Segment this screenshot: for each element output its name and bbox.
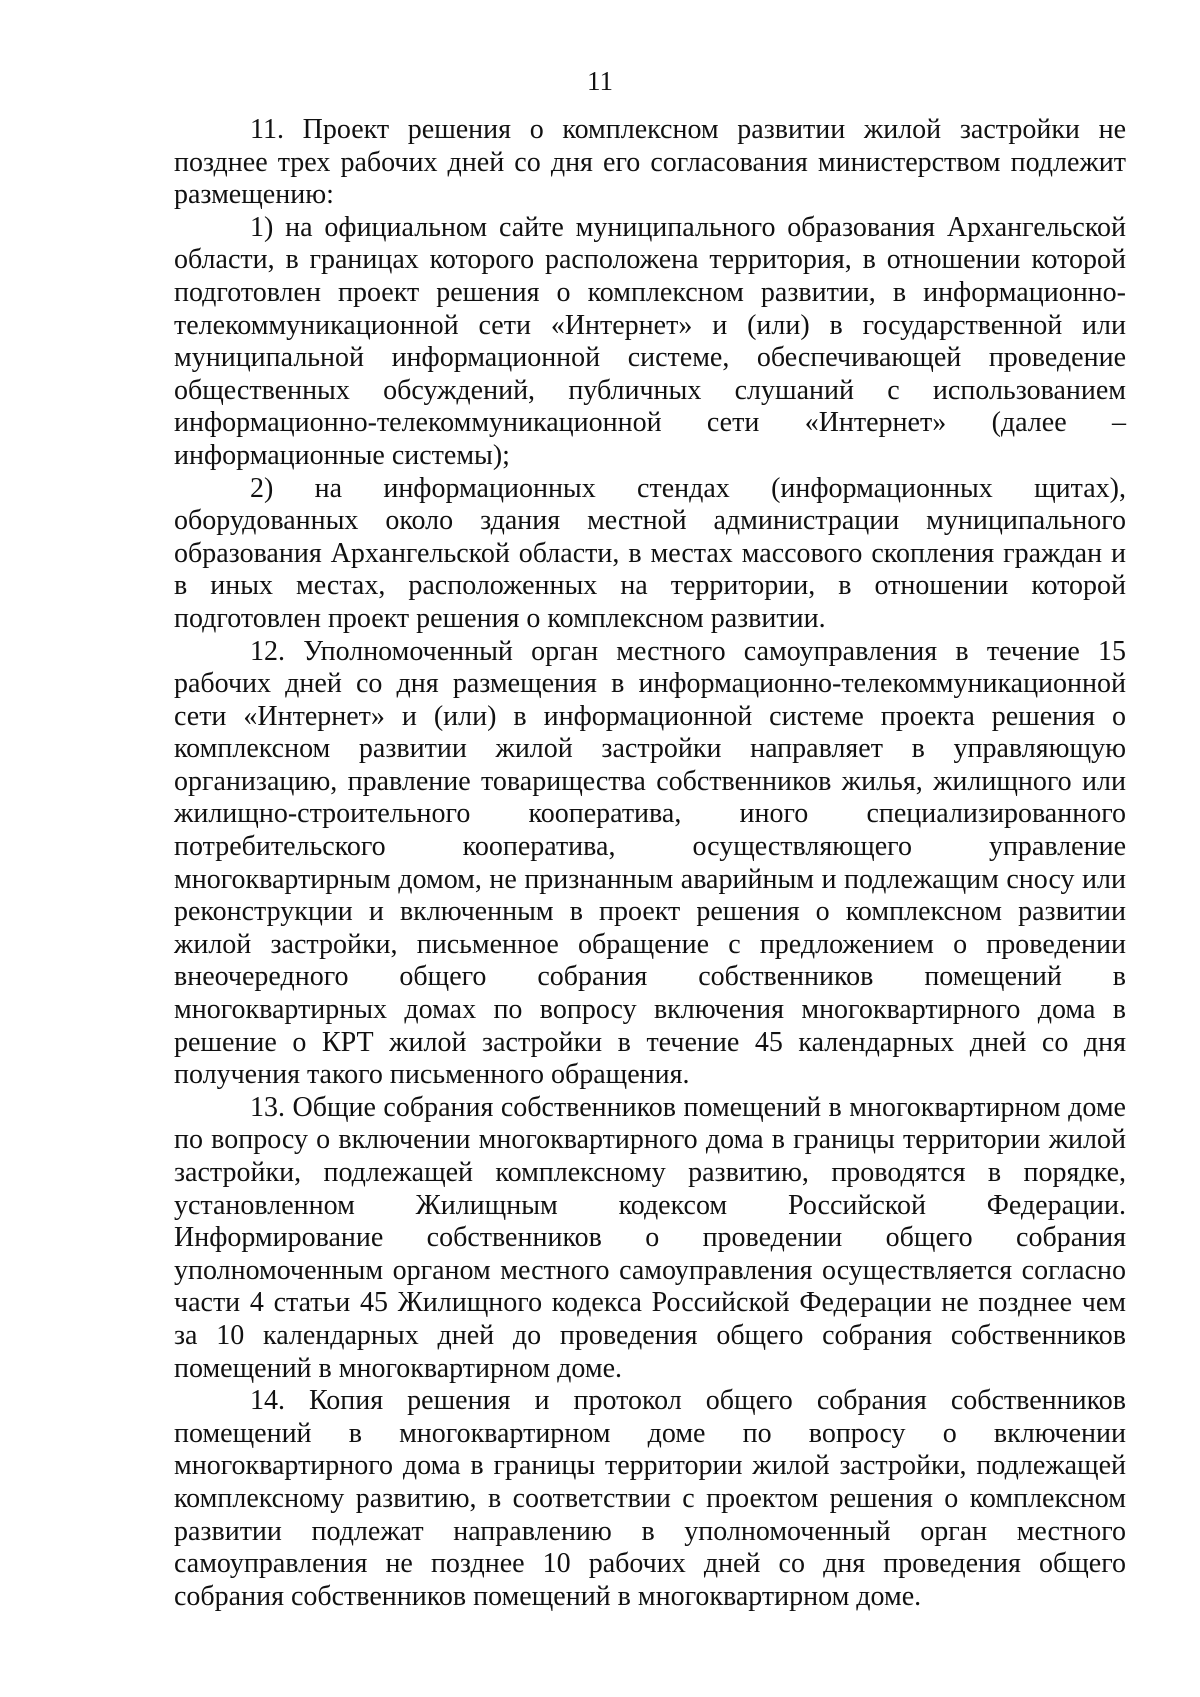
- paragraph-11-item-1: 1) на официальном сайте муниципального образования Архангельской области, в границах которого расположена территория, в отношении которой подготовлен проект решения о комплексном развитии, в информационно-телекоммуникационной сети «Интернет» и (или) в государственной или муниципальной информационной системе, обеспечивающей проведение общественных обсуждений, публичных слушаний с использованием информационно-телекоммуникационной сети «Интернет» (далее – информационные системы);: [174, 211, 1126, 471]
- paragraph-11-item-2: 2) на информационных стендах (информационных щитах), оборудованных около здания местной администрации муниципального образования Архангельской области, в местах массового скопления граждан и в иных местах, расположенных на территории, в отношении которой подготовлен проект решения о комплексном развитии.: [174, 472, 1126, 634]
- paragraph-13: 13. Общие собрания собственников помещений в многоквартирном доме по вопросу о включении многоквартирного дома в границы территории жилой застройки, подлежащей комплексному развитию, проводятся в порядке, установленном Жилищным кодексом Российской Федерации. Информирование собственников о проведении общего собрания уполномоченным органом местного самоуправления осуществляется согласно части 4 статьи 45 Жилищного кодекса Российской Федерации не позднее чем за 10 календарных дней до проведения общего собрания собственников помещений в многоквартирном доме.: [174, 1091, 1126, 1384]
- page-number: 11: [587, 66, 613, 96]
- paragraph-11: 11. Проект решения о комплексном развитии жилой застройки не позднее трех рабочих дней со дня его согласования министерством подлежит размещению:: [174, 114, 1126, 211]
- paragraph-12: 12. Уполномоченный орган местного самоуправления в течение 15 рабочих дней со дня размещения в информационно-телекоммуникационной сети «Интернет» и (или) в информационной системе проекта решения о комплексном развитии жилой застройки направляет в управляющую организацию, правление товарищества собственников жилья, жилищного или жилищно-строительного кооператива, иного специализированного потребительского кооператива, осуществляющего управление многоквартирным домом, не признанным аварийным и подлежащим сносу или реконструкции и включенным в проект решения о комплексном развитии жилой застройки, письменное обращение с предложением о проведении внеочередного общего собрания собственников помещений в многоквартирных домах по вопросу включения многоквартирного дома в решение о КРТ жилой застройки в течение 45 календарных дней со дня получения такого письменного обращения.: [174, 635, 1126, 1091]
- document-body: [174, 114, 1126, 1613]
- paragraph-14: 14. Копия решения и протокол общего собрания собственников помещений в многоквартирном доме по вопросу о включении многоквартирного дома в границы территории жилой застройки, подлежащей комплексному развитию, в соответствии с проектом решения о комплексном развитии подлежат направлению в уполномоченный орган местного самоуправления не позднее 10 рабочих дней со дня проведения общего собрания собственников помещений в многоквартирном доме.: [174, 1385, 1126, 1612]
